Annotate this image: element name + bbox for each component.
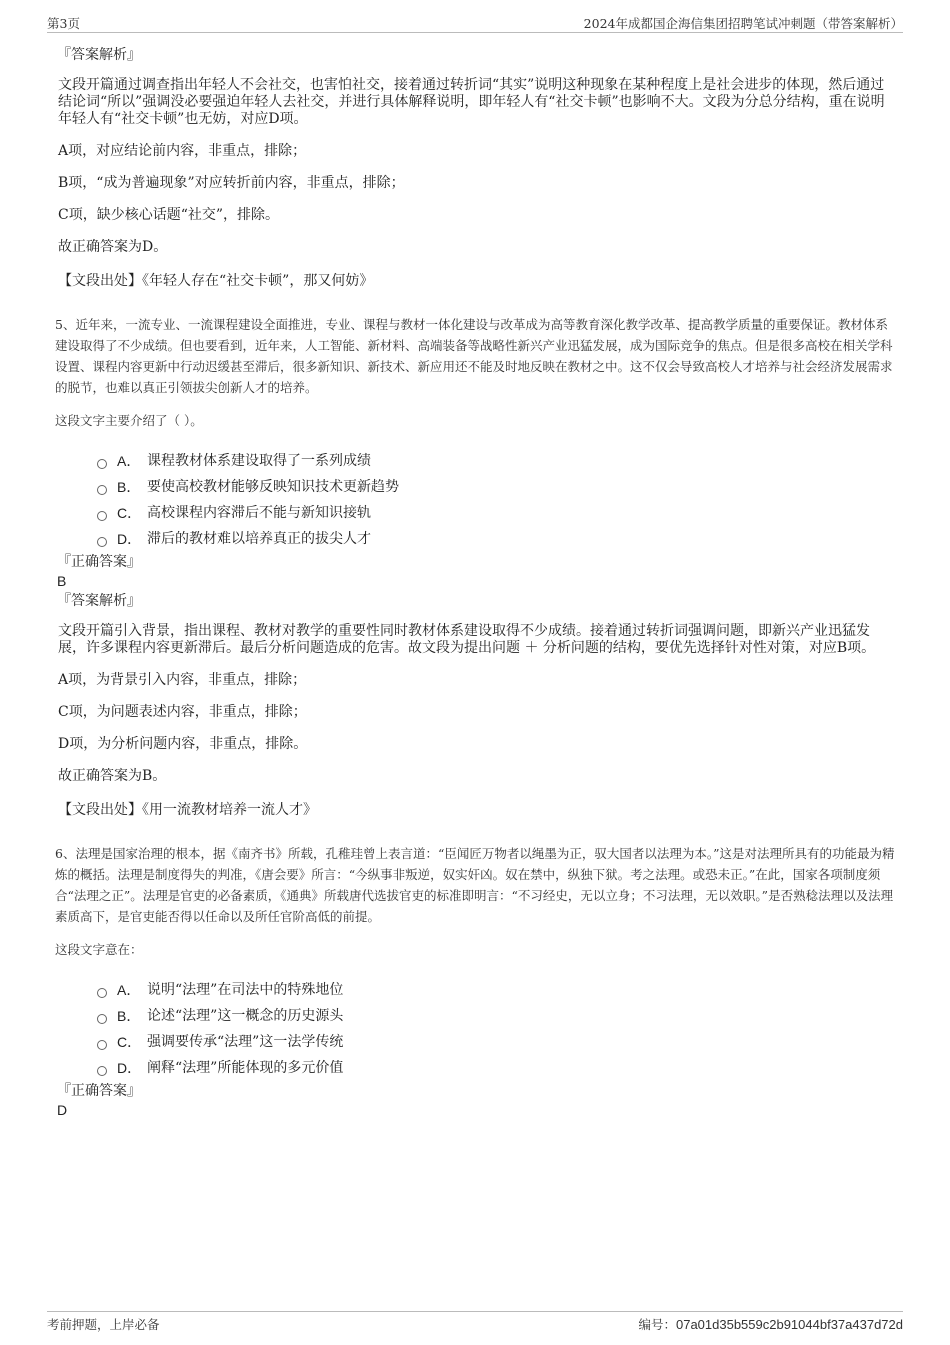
q5-option-d[interactable] bbox=[97, 526, 900, 552]
document-title: 2024年成都国企海信集团招聘笔试冲刺题（带答案解析） bbox=[583, 16, 903, 31]
q5-answer-label: 『正确答案』 bbox=[57, 554, 141, 570]
option-text: 高校课程内容滞后不能与新知识接轨 bbox=[147, 505, 371, 521]
q5-analysis-line-d: D项，为分析问题内容，非重点，排除。 bbox=[58, 736, 308, 752]
option-text: 强调要传承“法理”这一法学传统 bbox=[147, 1034, 344, 1050]
q4-analysis-line-b: B项，“成为普遍现象”对应转折前内容，非重点，排除； bbox=[58, 175, 405, 191]
q5-answer: B bbox=[57, 573, 67, 589]
option-text: 论述“法理”这一概念的历史源头 bbox=[147, 1008, 344, 1024]
q5-option-c[interactable] bbox=[97, 500, 900, 526]
option-text: 要使高校教材能够反映知识技术更新趋势 bbox=[147, 479, 399, 495]
option-letter: B． bbox=[117, 1008, 141, 1024]
q6-answer-label: 『正确答案』 bbox=[57, 1083, 141, 1099]
option-letter: A． bbox=[117, 453, 141, 469]
q4-analysis-text: 文段开篇通过调查指出年轻人不会社交，也害怕社交，接着通过转折词“其实”说明这种现象在某种程度上是社会进步的体现，然后通过结论词“所以”强调没必要强迫年轻人去社交，并进行具体解释说明，即年轻人有“社交卡顿”也影响不大。文段为分总分结构，重在说明年轻人有“社交卡顿”也无妨，对应D项。 bbox=[58, 77, 885, 127]
page-header bbox=[47, 12, 903, 33]
option-text: 滞后的教材难以培养真正的拔尖人才 bbox=[147, 531, 371, 547]
code-value: 07a01d35b559c2b91044bf37a437d72d bbox=[675, 1317, 903, 1332]
q4-analysis-label: 『答案解析』 bbox=[57, 47, 141, 63]
q6-block bbox=[55, 843, 900, 1120]
q5-question-text: 5、近年来，一流专业、一流课程建设全面推进，专业、课程与教材一体化建设与改革成为高等教育深化教学改革、提高教学质量的重要保证。教材体系建设取得了不少成绩。但也要看到，近年来，人工智能、新材料、高端装备等战略性新兴产业迅猛发展，成为国际竞争的焦点。但是很多高校在相关学科设置、课程内容更新中行动迟缓甚至滞后，很多新知识、新技术、新应用还不能及时地反映在教材之中。这不仅会导致高校人才培养与社会经济发展需求的脱节，也难以真正引领拔尖创新人才的培养。 bbox=[55, 317, 893, 395]
option-letter: B． bbox=[117, 479, 141, 495]
q6-option-c[interactable] bbox=[97, 1029, 900, 1055]
q4-final-answer: 故正确答案为D。 bbox=[58, 239, 168, 255]
radio-button[interactable] bbox=[97, 988, 107, 998]
q5-option-b[interactable] bbox=[97, 474, 900, 500]
q5-analysis-text: 文段开篇引入背景，指出课程、教材对教学的重要性同时教材体系建设取得不少成绩。接着通过转折词强调问题，即新兴产业迅猛发展，许多课程内容更新滞后。最后分析问题造成的危害。故文段为提出问题 ＋ 分析问题的结构，要优先选择针对性对策，对应B项。 bbox=[58, 623, 876, 656]
option-text: 说明“法理”在司法中的特殊地位 bbox=[147, 982, 344, 998]
q4-analysis-block bbox=[55, 45, 900, 290]
footer-slogan: 考前押题，上岸必备 bbox=[47, 1317, 160, 1332]
q4-analysis-line-c: C项，缺少核心话题“社交”，排除。 bbox=[58, 207, 280, 223]
radio-button[interactable] bbox=[97, 1040, 107, 1050]
option-letter: D． bbox=[117, 1060, 142, 1076]
q5-stem: 这段文字主要介绍了（ ）。 bbox=[55, 413, 203, 428]
radio-button[interactable] bbox=[97, 1066, 107, 1076]
option-text: 课程教材体系建设取得了一系列成绩 bbox=[147, 453, 371, 469]
q5-block bbox=[55, 314, 900, 819]
page-number: 第3页 bbox=[47, 16, 80, 31]
radio-button[interactable] bbox=[97, 537, 107, 547]
q6-stem: 这段文字意在： bbox=[55, 942, 143, 957]
q6-option-d[interactable] bbox=[97, 1055, 900, 1081]
q6-options bbox=[97, 977, 900, 1081]
option-letter: D． bbox=[117, 531, 142, 547]
q5-analysis-line-a: A项，为背景引入内容，非重点，排除； bbox=[58, 672, 307, 688]
main-content bbox=[55, 45, 900, 1120]
q6-option-a[interactable] bbox=[97, 977, 900, 1003]
option-text: 阐释“法理”所能体现的多元价值 bbox=[147, 1060, 344, 1076]
radio-button[interactable] bbox=[97, 459, 107, 469]
q6-question-text: 6、法理是国家治理的根本，据《南齐书》所载，孔稚珪曾上表言道：“臣闻匠万物者以绳墨为正，驭大国者以法理为本。”这是对法理所具有的功能最为精炼的概括。法理是制度得失的判准，《唐会要》所言：“今纵事非叛逆，奴实奸凶。奴在禁中，纵独下狱。考之法理。或恐未正。”在此，国家各项制度须合“法理之正”。法理是官吏的必备素质，《通典》所载唐代选拔官吏的标准即明言：“不习经史，无以立身；不习法理，无以效职。”是否熟稔法理以及法理素质高下，是官吏能否得以任命以及所任官阶高低的前提。 bbox=[55, 846, 895, 924]
code-label: 编号： bbox=[638, 1317, 676, 1332]
q5-analysis-label: 『答案解析』 bbox=[57, 593, 141, 609]
q6-answer: D bbox=[57, 1102, 68, 1118]
q5-option-a[interactable] bbox=[97, 448, 900, 474]
q4-analysis-line-a: A项，对应结论前内容，非重点，排除； bbox=[58, 143, 307, 159]
radio-button[interactable] bbox=[97, 511, 107, 521]
q4-source: 【文段出处】《年轻人存在“社交卡顿”，那又何妨》 bbox=[58, 273, 374, 289]
q5-options bbox=[97, 448, 900, 552]
radio-button[interactable] bbox=[97, 485, 107, 495]
document-code bbox=[638, 1315, 903, 1333]
page-footer bbox=[47, 1311, 903, 1334]
q5-analysis-line-c: C项，为问题表述内容，非重点，排除； bbox=[58, 704, 307, 720]
option-letter: A． bbox=[117, 982, 141, 998]
q5-source: 【文段出处】《用一流教材培养一流人才》 bbox=[58, 802, 317, 818]
q5-final-answer: 故正确答案为B。 bbox=[58, 768, 167, 784]
q6-option-b[interactable] bbox=[97, 1003, 900, 1029]
option-letter: C． bbox=[117, 1034, 142, 1050]
option-letter: C． bbox=[117, 505, 142, 521]
radio-button[interactable] bbox=[97, 1014, 107, 1024]
